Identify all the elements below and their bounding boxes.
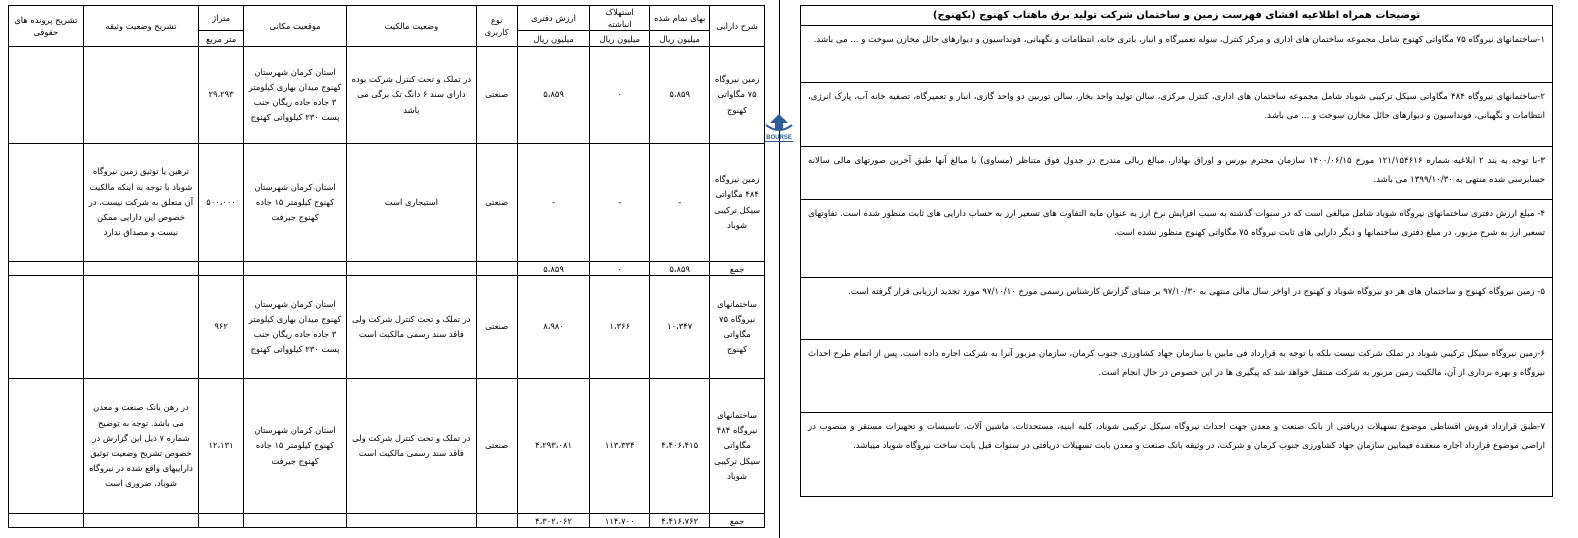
cell-collateral: در رهن بانک صنعت و معدن می باشد. توجه به توضیح شماره ۷ ذیل این گزارش در خصوص تشریح وضعیت توثیق داراییهای واقع شده در نیروگاه شوباد، ضروری است [83, 379, 199, 514]
cell-area: ۲۹،۲۹۳ [199, 47, 243, 144]
cell-ownership: استیجاری است [347, 144, 476, 262]
table-row [9, 379, 765, 514]
table-row [9, 47, 765, 144]
note-item: ۴- مبلغ ارزش دفتری ساختمانهای نیروگاه شوباد شامل مبالغی است که در سنوات گذشته به سبب افزایش نرخ ارز به عنوان مابه التفاوت های تسعیر ارز به حساب دارایی های ثابت منظور شده است. تفاوتهای تسعیر ارز به شرح مزبور، در مبلغ دفتری ساختمانها و دیگر دارایی های ثابت نیروگاه ۷۵ مگاواتی کهنوج منظور نشده است. [801, 200, 1552, 278]
logo-text: BOURSE [766, 135, 792, 141]
cell-book: ۴،۲۹۳،۰۸۱ [517, 379, 589, 514]
header-book: ارزش دفتری [517, 6, 589, 31]
cell-dep: ۱۱۳،۳۳۴ [590, 379, 650, 514]
note-item: ۵- زمین نیروگاه کهنوج و ساختمان های هر دو نیروگاه شوباد و کهنوج در اواخر سال مالی منتهی به ۹۷/۱۰/۳۰ بر مبنای گزارش کارشناس رسمی مورخ ۹۷/۱۰/۱۰ مورد تجدید ارزیابی قرار گرفته است. [801, 278, 1552, 340]
empty-cell [243, 514, 346, 528]
empty-cell [83, 262, 199, 276]
total-book: ۵،۸۵۹ [517, 262, 589, 276]
cell-legal [9, 276, 84, 379]
cell-cost: ۵،۸۵۹ [650, 47, 710, 144]
cell-cost: - [650, 144, 710, 262]
cell-collateral: ترهین یا توثیق زمین نیروگاه شوباد با توجه به اینکه مالکیت آن متعلق به شرکت نیست، در خصوص این دارایی ممکن نیست و مصداق ندارد [83, 144, 199, 262]
cell-legal [9, 47, 84, 144]
page-divider [779, 0, 780, 538]
cell-location: استان کرمان شهرستان کهنوج میدان بهاری کیلومتر ۳ جاده جاده ریگان جنب پست ۲۳۰ کیلوواتی کهنوج [243, 276, 346, 379]
header-row-1 [9, 6, 765, 31]
cell-location: استان کرمان شهرستان کهنوج کیلومتر ۱۵ جاده کهنوج جیرفت [243, 379, 346, 514]
cell-book: ۵،۸۵۹ [517, 47, 589, 144]
cell-usage: صنعتی [476, 47, 517, 144]
header-ownership: وضعیت مالکیت [347, 6, 476, 47]
header-legal: تشریح پرونده های حقوقی [9, 6, 84, 47]
cell-desc: زمین نیروگاه ۴۸۴ مگاواتی سیکل ترکیبی شوباد [710, 144, 765, 262]
cell-area: ۵۰۰،۰۰۰ [199, 144, 243, 262]
note-item: ۱-ساختمانهای نیروگاه ۷۵ مگاواتی کهنوج شامل مجموعه ساختمان های اداری و مرکز کنترل، سوله تعمیرگاه و انبار، باتری خانه، انتظامات و نگهبانی، فونداسیون و دیوارهای حائل مخازن سوخت و ... می باشد. [801, 26, 1552, 83]
total-dep: ۱۱۴،۷۰۰ [590, 514, 650, 528]
empty-cell [9, 514, 84, 528]
note-item: ۷-طبق قرارداد فروش اقساطی موضوع تسهیلات دریافتی از بانک صنعت و معدن جهت احداث نیروگاه سیکل ترکیبی شوباد، کلیه ابنیه، مستحدثات، ماشین آلات، تاسیسات و تجهیزات مستقر و منصوب در اراضی موضوع قرارداد اجاره منعقده فیمابین سازمان جهاد کشاورزی جنوب کرمان و شرکت، در وثیقه بانک صنعت و معدن بابت تسهیلات دریافتی در سنوات قبل بابت ساخت نیروگاه شوباد میباشد. [808, 422, 1545, 451]
cell-book: - [517, 144, 589, 262]
header-collateral: تشریح وضعیت وثیقه [83, 6, 199, 47]
cell-dep: ۱،۳۶۶ [590, 276, 650, 379]
empty-cell [347, 262, 476, 276]
header-dep-unit: میلیون ریال [590, 31, 650, 47]
total-dep: ۰ [590, 262, 650, 276]
cell-book: ۸،۹۸۰ [517, 276, 589, 379]
cell-collateral [83, 276, 199, 379]
cell-legal [9, 379, 84, 514]
note-item: ۲-ساختمانهای نیروگاه ۴۸۴ مگاواتی سیکل ترکیبی شوباد شامل مجموعه ساختمان های اداری، کنترل مرکزی، سالن تولید واحد بخار، سالن توربین دو واحد گازی، انبار و تعمیرگاه، تصفیه خانه آب، پارک انرژی، انتظامات و نگهبانی، فونداسیون و دیوارهای حائل مخازن سوخت و ... می باشد. [801, 83, 1552, 147]
cell-cost: ۴،۴۰۶،۴۱۵ [650, 379, 710, 514]
header-desc: شرح دارایی [710, 6, 765, 47]
notes-panel [800, 5, 1553, 497]
cell-location: استان کرمان شهرستان کهنوج میدان بهاری کیلومتر ۳ جاده جاده ریگان جنب پست ۲۳۰ کیلوواتی کهنوج [243, 47, 346, 144]
empty-cell [199, 514, 243, 528]
empty-cell [243, 262, 346, 276]
cell-area: ۹۶۲ [199, 276, 243, 379]
cell-location: استان کرمان شهرستان کهنوج کیلومتر ۱۵ جاده کهنوج جیرفت [243, 144, 346, 262]
empty-cell [476, 514, 517, 528]
cell-area: ۱۲،۱۳۱ [199, 379, 243, 514]
cell-cost: ۱۰،۳۴۷ [650, 276, 710, 379]
note-item: ۳-با توجه به بند ۲ ابلاغیه شماره ۱۲۱/۱۵۴۶۱۶ مورخ ۱۴۰۰/۰۶/۱۵ سازمان محترم بورس و اوراق بهادار، مبالغ ریالی مندرج در جدول فوق متناظر (مساوی) با مبالغ آنها طبق آخرین صورتهای مالی سالانه حسابرسی شده منتهی به ۱۳۹۹/۱۰/۳۰ می باشد. [801, 147, 1552, 200]
header-cost-unit: میلیون ریال [650, 31, 710, 47]
cell-usage: صنعتی [476, 144, 517, 262]
empty-cell [9, 262, 84, 276]
cell-ownership: در تملک و تحت کنترل شرکت بوده دارای سند ۶ دانگ تک برگی می باشد [347, 47, 476, 144]
cell-usage: صنعتی [476, 276, 517, 379]
empty-cell [476, 262, 517, 276]
total-row [9, 514, 765, 528]
table-row [9, 276, 765, 379]
header-dep: استهلاک انباشته [590, 6, 650, 31]
cell-desc: ساختمانهای نیروگاه ۷۵ مگاواتی کهنوج [710, 276, 765, 379]
cell-desc: ساختمانهای نیروگاه ۴۸۴ مگاواتی سیکل ترکیبی شوباد [710, 379, 765, 514]
total-book: ۴،۳۰۲،۰۶۲ [517, 514, 589, 528]
header-area: متراژ [199, 6, 243, 31]
cell-usage: صنعتی [476, 379, 517, 514]
total-cost: ۴،۴۱۶،۷۶۲ [650, 514, 710, 528]
empty-cell [199, 262, 243, 276]
cell-ownership: در تملک و تحت کنترل شرکت ولی فاقد سند رسمی مالکیت است [347, 276, 476, 379]
empty-cell [347, 514, 476, 528]
note-item: ۶-زمین نیروگاه سیکل ترکیبی شوباد در تملک شرکت نیست بلکه با توجه به قرارداد فی مابین با سازمان جهاد کشاورزی جنوب کرمان، سازمان مزبور آنرا به شرکت اجاره داده است. پس از اتمام طرح احداث نیروگاه و بهره برداری از آن، مالکیت زمین مزبور به شرکت منتقل خواهد شد که پیگیری ها در این خصوص در حال انجام است. [801, 340, 1552, 413]
cell-dep: ۰ [590, 47, 650, 144]
cell-legal [9, 144, 84, 262]
header-cost: بهای تمام شده [650, 6, 710, 31]
header-book-unit: میلیون ریال [517, 31, 589, 47]
bourse-logo [758, 111, 800, 143]
panel-title: توضیحات همراه اطلاعیه افشای فهرست زمین و ساختمان شرکت تولید برق ماهتاب کهنوج (بکهنوج) [801, 6, 1552, 26]
cell-dep: - [590, 144, 650, 262]
total-label: جمع [710, 262, 765, 276]
total-label: جمع [710, 514, 765, 528]
total-cost: ۵،۸۵۹ [650, 262, 710, 276]
header-area-unit: متر مربع [199, 31, 243, 47]
cell-collateral [83, 47, 199, 144]
header-usage: نوع کاربری [476, 6, 517, 47]
header-location: موقعیت مکانی [243, 6, 346, 47]
cell-ownership: در تملک و تحت کنترل شرکت ولی فاقد سند رسمی مالکیت است [347, 379, 476, 514]
table-row [9, 144, 765, 262]
assets-table [8, 5, 765, 528]
cell-desc: زمین نیروگاه ۷۵ مگاواتی کهنوج [710, 47, 765, 144]
empty-cell [83, 514, 199, 528]
total-row [9, 262, 765, 276]
